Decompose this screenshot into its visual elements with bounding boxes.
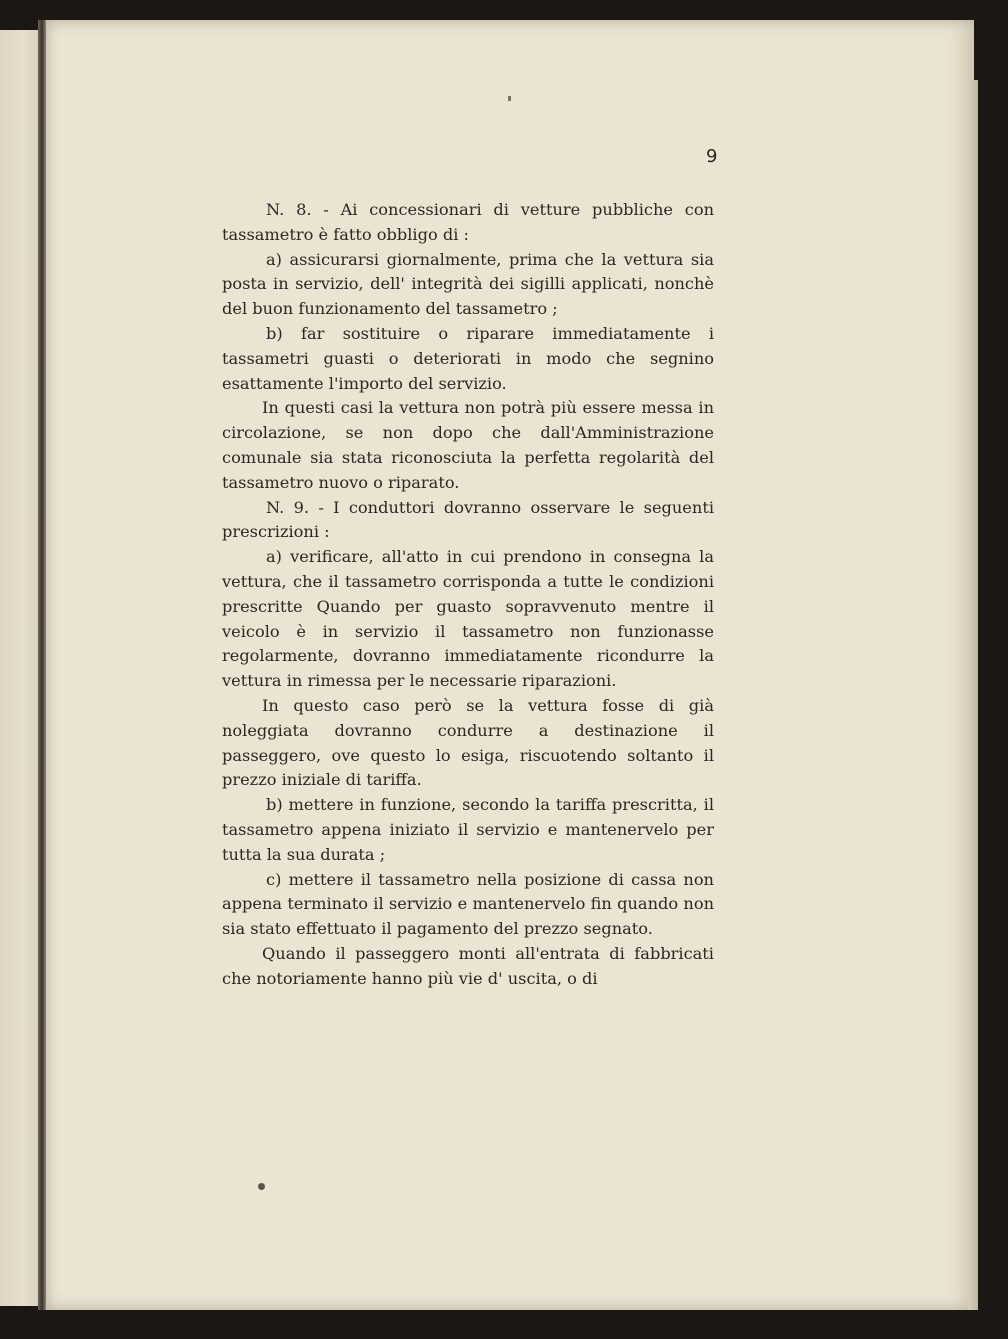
article-8-item-a: a) assicurarsi giornalmente, prima che la vettura sia posta in servizio, dell' integrità dei sigilli applicati, nonchè del buon funzionamento del tassametro ; xyxy=(222,249,714,319)
article-9-continuation: Quando il passeggero monti all'entrata di fabbricati che notoriamente hanno più vie d' uscita, o di xyxy=(222,943,714,988)
article-9-item-a: a) verificare, all'atto in cui prendono in consegna la vettura, che il tassametro corrisponda a tutte le condizioni prescritte Quando per guasto sopravvenuto mentre il veicolo è in servizio il tassametro non funzionasse regolarmente, dovranno immediatamente ricondurre la vettura in rimessa per le necessarie riparazioni. xyxy=(222,547,714,691)
book-gutter xyxy=(38,20,46,1310)
article-9-note: In questo caso però se la vettura fosse di già noleggiata dovranno condurre a destinazione il passeggero, ove questo lo esiga, riscuotendo soltanto il prezzo iniziale di tariffa. xyxy=(222,695,714,790)
article-9-heading: N. 9. - I conduttori dovranno osservare le seguenti prescrizioni : xyxy=(222,497,714,542)
ink-speck xyxy=(508,96,511,101)
article-8-note: In questi casi la vettura non potrà più essere messa in circolazione, se non dopo che dall'Amministrazione comunale sia stata riconosciuta la perfetta regolarità del tassametro nuovo o riparato. xyxy=(222,398,714,492)
article-8-item-b: b) far sostituire o riparare immediatamente i tassametri guasti o deteriorati in modo che segnino esattamente l'importo del servizio. xyxy=(222,323,714,393)
ink-speck xyxy=(258,1183,265,1190)
page-number: 9 xyxy=(706,146,718,167)
body-text xyxy=(222,198,714,992)
article-8-heading: N. 8. - Ai concessionari di vetture pubbliche con tassametro è fatto obbligo di : xyxy=(222,200,714,244)
page-fore-edge xyxy=(968,80,978,1310)
article-9-item-c: c) mettere il tassametro nella posizione di cassa non appena terminato il servizio e mantenervelo fin quando non sia stato effettuato il pagamento del prezzo segnato. xyxy=(222,869,714,939)
article-9-item-b: b) mettere in funzione, secondo la tariffa prescritta, il tassametro appena iniziato il servizio e mantenervelo per tutta la sua durata ; xyxy=(222,795,714,864)
facing-page-edge xyxy=(0,30,40,1306)
